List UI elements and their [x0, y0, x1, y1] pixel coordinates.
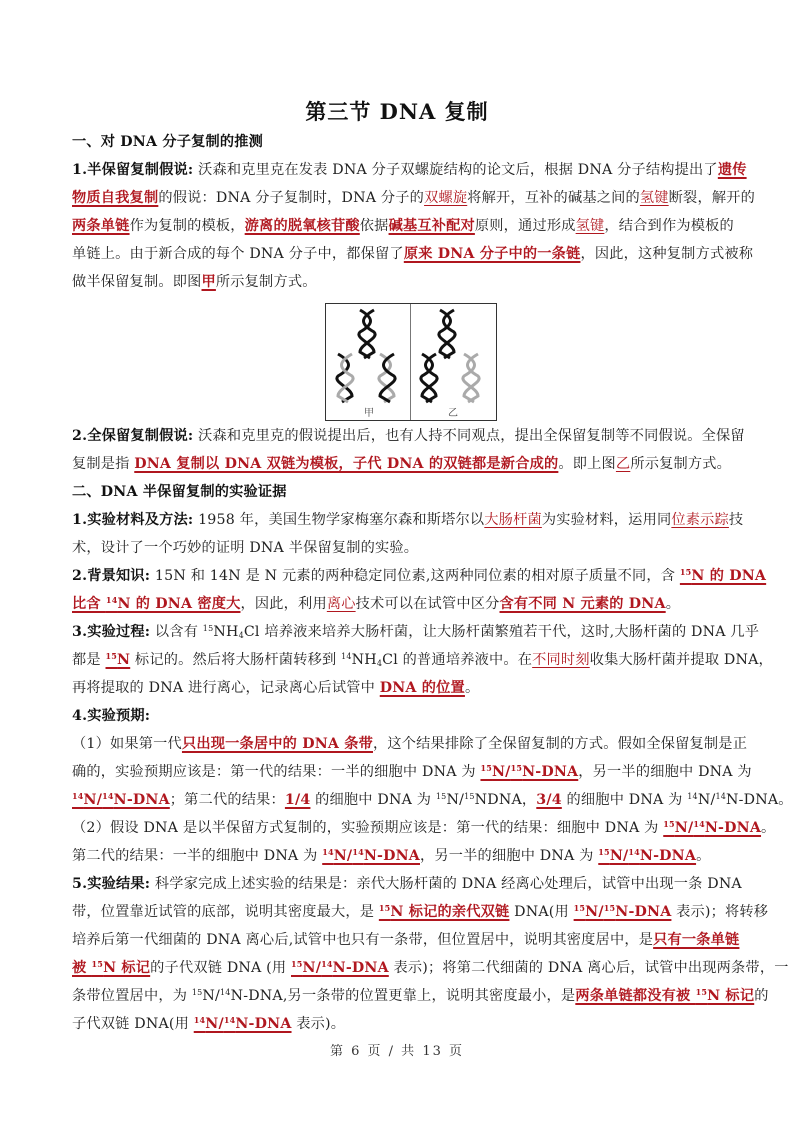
paragraph-label: 2.背景知识:: [72, 568, 151, 584]
key-term: 甲: [201, 274, 216, 290]
text: 第二代的结果：一半的细胞中 DNA 为: [72, 848, 323, 864]
paragraph-label: 5.实验结果:: [72, 876, 151, 892]
text: 条带位置居中，为: [72, 988, 192, 1004]
text: 所示复制方式。: [215, 274, 317, 290]
text: 依据: [359, 218, 389, 234]
text: 所示复制方式。: [630, 456, 732, 472]
key-term: 只有一条单链: [653, 932, 740, 948]
paragraph-line: [72, 762, 752, 782]
key-term: 1/4: [284, 792, 311, 808]
key-term: 氢键: [639, 190, 669, 206]
text: ，因此，这种复制方式被称: [580, 246, 754, 262]
figure-label-right: 乙: [448, 408, 458, 419]
key-term: 含有不同 N 元素的 DNA: [499, 596, 666, 612]
text: 做半保留复制。即图: [72, 274, 202, 290]
paragraph-line: [72, 930, 740, 950]
paragraph-line: [72, 846, 722, 866]
paragraph-label: 1.实验材料及方法:: [72, 512, 194, 528]
text: ，另一半的细胞中 DNA 为: [420, 848, 599, 864]
paragraph-line: [72, 594, 722, 614]
paragraph-label: 1.半保留复制假说:: [72, 162, 194, 178]
key-term: 原来 DNA 分子中的一条链: [403, 246, 581, 262]
text: 术，设计了一个巧妙的证明 DNA 半保留复制的实验。: [72, 540, 419, 556]
key-term: 物质自我复制: [72, 190, 159, 206]
figure-label-left: 甲: [364, 408, 374, 419]
key-term: 双螺旋: [424, 190, 468, 206]
key-term: 乙: [615, 456, 631, 472]
text: 再将提取的 DNA 进行离心，记录离心后试管中: [72, 680, 380, 696]
text: 的: [754, 988, 769, 1004]
paragraph-line: [72, 902, 769, 922]
text: 。: [761, 820, 776, 836]
key-term: 遗传: [717, 162, 747, 178]
key-term: 游离的脱氧核苷酸: [244, 218, 360, 234]
text: 的假说：DNA 分子复制时，DNA 分子的: [158, 190, 425, 206]
text: ，结合到作为模板的: [604, 218, 734, 234]
key-term: $^{15}$N: [105, 651, 131, 668]
text: 收集大肠杆菌并提取 DNA，: [589, 652, 773, 668]
text: （1）如果第一代: [72, 736, 182, 752]
parent-dna-helix-icon: [356, 308, 378, 360]
text: 沃森和克里克在发表 DNA 分子双螺旋结构的论文后，根据 DNA 分子结构提出了: [193, 162, 718, 178]
paragraph-line: 条带位置居中，为 $^{15}$N/$^{14}$N-DNA,另一条带的位置更靠上，说明其密度最小，是两条单链都没有被 $^{15}$N 标记的: [72, 987, 769, 1004]
key-term: $^{15}$N/$^{14}$N-DNA: [291, 959, 389, 976]
text: 表示)；将转移: [671, 904, 769, 920]
key-term: $^{14}$N/$^{14}$N-DNA: [322, 847, 420, 864]
key-term: 3/4: [536, 792, 562, 808]
key-term: 比含 $^{14}$N 的 DNA 密度大: [72, 595, 241, 612]
paragraph-line: [72, 272, 722, 292]
paragraph-line: [72, 958, 789, 978]
key-term: $^{15}$N/$^{14}$N-DNA: [598, 847, 697, 864]
text: 。: [696, 848, 711, 864]
semiconserved-dna-helix-icon: [376, 352, 398, 404]
text: 原则，通过形成: [474, 218, 576, 234]
paragraph-label: 3.实验过程:: [72, 624, 151, 640]
text: 表示)。: [291, 1016, 346, 1032]
paragraph-line: [72, 734, 748, 754]
conserved-dna-helix-icon: [418, 352, 440, 404]
paragraph-label: 2.全保留复制假说:: [72, 428, 194, 444]
text: 确的，实验预期应该是：第一代的结果：一半的细胞中 DNA 为: [72, 764, 481, 780]
text: 复制是指: [72, 456, 135, 472]
key-term: $^{15}$N/$^{15}$N-DNA: [480, 763, 579, 780]
text: 。即上图: [558, 456, 616, 472]
key-term: $^{15}$N/$^{14}$N-DNA: [663, 819, 762, 836]
section-heading-2: 二、DNA 半保留复制的实验证据: [72, 484, 287, 500]
text: 都是: [72, 652, 106, 668]
text: 为实验材料，运用同: [541, 512, 672, 528]
text: ，因此，利用: [240, 596, 327, 612]
paragraph-line: [72, 874, 742, 894]
text: （2）假设 DNA 是以半保留方式复制的，实验预期应该是：第一代的结果：细胞中 DNA 为: [72, 820, 664, 836]
text: 的细胞中 DNA 为: [310, 792, 436, 808]
text: DNA(用: [509, 904, 574, 920]
text: 作为复制的模板，: [129, 218, 245, 234]
key-term: 大肠杆菌: [484, 512, 542, 528]
text: 技术可以在试管中区分: [355, 596, 500, 612]
key-term: 两条单链: [72, 218, 130, 234]
text: 1958 年，美国生物学家梅塞尔森和斯塔尔以: [193, 512, 485, 528]
paragraph-line: [72, 1014, 722, 1034]
paragraph-line: [72, 818, 776, 838]
paragraph-line: [72, 678, 722, 698]
text: 15N 和 14N 是 N 元素的两种稳定同位素,这两种同位素的相对原子质量不同，含: [150, 568, 680, 584]
paragraph-line: 3.实验过程: 以含有 $^{15}NH_4Cl$ 培养液来培养大肠杆菌，让大肠杆菌繁殖若干代，这时,大肠杆菌的 DNA 几乎: [72, 624, 760, 640]
text: 的子代双链 DNA (用: [150, 960, 291, 976]
key-term: $^{14}$N/$^{14}$N-DNA: [72, 791, 170, 808]
key-term: 位素示踪: [671, 512, 729, 528]
key-term: 碱基互补配对: [388, 218, 475, 234]
text: 断裂，解开的: [668, 190, 755, 206]
key-term: DNA 复制以 DNA 双链为模板，子代 DNA 的双链都是新合成的: [134, 456, 559, 472]
key-term: $^{14}$N/$^{14}$N-DNA: [193, 1015, 292, 1032]
paragraph-line: [72, 538, 722, 558]
text: ；第二代的结果：: [169, 792, 285, 808]
text: 以含有: [150, 624, 203, 640]
text: 技: [728, 512, 744, 528]
paragraph-line: [72, 454, 732, 474]
text: 培养后第一代细菌的 DNA 离心后,试管中也只有一条带，但位置居中，说明其密度居中，是: [72, 932, 654, 948]
paragraph-line: [72, 566, 767, 586]
key-term: 被 $^{15}$N 标记: [72, 959, 151, 976]
paragraph-label: 4.实验预期:: [72, 708, 151, 724]
key-term: 不同时刻: [532, 652, 590, 668]
key-term: $^{15}$N 的 DNA: [679, 567, 767, 584]
key-term: $^{15}$N/$^{15}$N-DNA: [573, 903, 672, 920]
text: 子代双链 DNA(用: [72, 1016, 194, 1032]
text: ，这个结果排除了全保留复制的方式。假如全保留复制是正: [373, 736, 748, 752]
paragraph-line: [72, 188, 755, 208]
text: 标记的。然后将大肠杆菌转移到: [130, 652, 342, 668]
paragraph-line: $^{14}$N/$^{14}$N-DNA；第二代的结果：1/4 的细胞中 DNA 为 $^{15}$N/$^{15}$NDNA，3/4 的细胞中 DNA 为 $^{14}$N/$^{14}$N-DNA。: [72, 791, 793, 808]
key-term: DNA 的位置: [379, 680, 465, 696]
paragraph-line: [72, 216, 734, 236]
text: 。: [665, 596, 681, 612]
paragraph-line: [72, 244, 754, 264]
semiconserved-dna-helix-icon: [334, 352, 356, 404]
key-term: 离心: [326, 596, 356, 612]
text: 科学家完成上述实验的结果是：亲代大肠杆菌的 DNA 经离心处理后，试管中出现一条 DNA: [150, 876, 742, 892]
text: 单链上。由于新合成的每个 DNA 分子中，都保留了: [72, 246, 404, 262]
text: 表示)；将第二代细菌的 DNA 离心后，试管中出现两条带，一: [388, 960, 789, 976]
paragraph-line: [72, 426, 745, 446]
text: ，另一半的细胞中 DNA 为: [578, 764, 752, 780]
page-number-footer: 第 6 页 / 共 13 页: [330, 1044, 464, 1059]
replication-figure: [325, 303, 497, 421]
text: 沃森和克里克的假说提出后，也有人持不同观点，提出全保留复制等不同假说。全保留: [193, 428, 745, 444]
key-term: 两条单链都没有被 $^{15}$N 标记: [575, 987, 755, 1004]
page-title: 第三节 DNA 复制: [305, 99, 489, 124]
new-dna-helix-icon: [460, 352, 482, 404]
section-heading-1: 一、对 DNA 分子复制的推测: [72, 134, 264, 150]
text: 。: [464, 680, 480, 696]
text: 带，位置靠近试管的底部，说明其密度最大，是: [72, 904, 379, 920]
key-term: $^{15}$N 标记的亲代双链: [378, 903, 510, 920]
key-term: 只出现一条居中的 DNA 条带: [181, 736, 373, 752]
figure-divider: [410, 304, 411, 420]
key-term: 氢键: [575, 218, 605, 234]
text: 将解开，互补的碱基之间的: [467, 190, 640, 206]
text: 的细胞中 DNA 为: [561, 792, 688, 808]
paragraph-line: [72, 160, 747, 180]
paragraph-line: 都是 $^{15}$N 标记的。然后将大肠杆菌转移到 $^{14}NH_4Cl$ 的普通培养液中。在不同时刻收集大肠杆菌并提取 DNA，: [72, 651, 773, 668]
paragraph-line: [72, 510, 744, 530]
